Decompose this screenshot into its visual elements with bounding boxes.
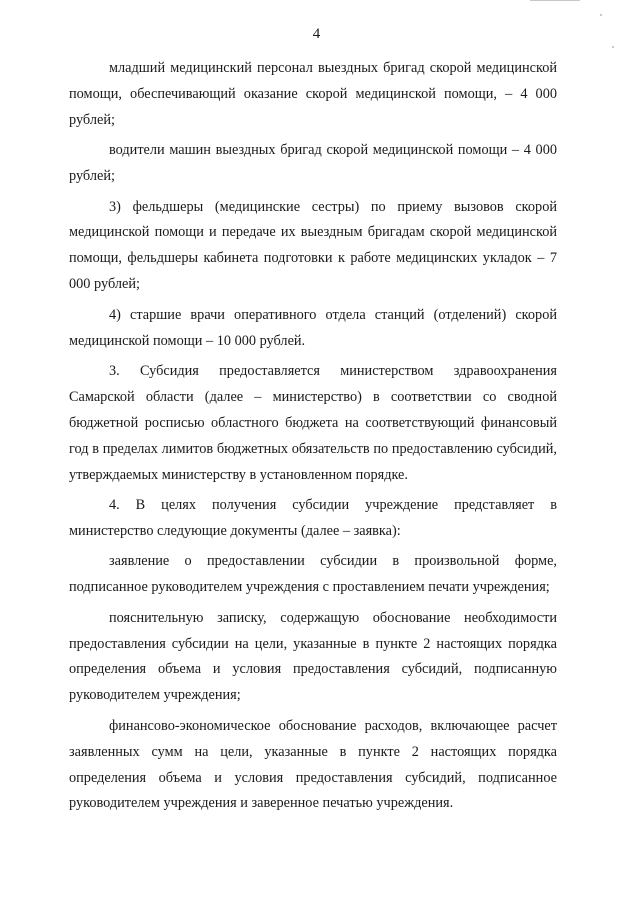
paragraph-6: 4. В целях получения субсидии учреждение представляет в министерство следующие документы (далее – заявка): (69, 497, 557, 539)
paragraph-4: 4) старшие врачи оперативного отдела станций (отделений) скорой медицинской помощи – 10 000 рублей. (69, 306, 557, 349)
paragraph-3: 3) фельдшеры (медицинские сестры) по приему вызовов скорой медицинской помощи и передаче их выездным бригадам скорой медицинской помощи, фельдшеры кабинета подготовки к работе медицинских укладок – 7 000 рублей; (69, 198, 557, 293)
paragraph-7: заявление о предоставлении субсидии в произвольной форме, подписанное руководителем учреждения с проставлением печати учреждения; (69, 553, 557, 596)
page-number: 4 (312, 26, 321, 42)
scan-mark-right-1 (600, 14, 602, 16)
paragraph-2: водители машин выездных бригад скорой медицинской помощи – 4 000 рублей; (69, 142, 557, 185)
paragraph-9: финансово-экономическое обоснование расходов, включающее расчет заявленных сумм на цели, указанные в пункте 2 настоящих порядка определения объема и условия предоставления субсидий, подписанное руководителем учреждения и заверенное печатью учреждения. (69, 717, 557, 812)
paragraph-5: 3. Субсидия предоставляется министерством здравоохранения Самарской области (далее – министерство) в соответствии со сводной бюджетной росписью областного бюджета на соответствующий финансовый год в пределах лимитов бюджетных обязательств по предоставлению субсидий, утверждаемых министерству в установленном порядке. (69, 362, 557, 483)
paragraph-8: пояснительную записку, содержащую обоснование необходимости предоставления субсидии на цели, указанные в пункте 2 настоящих порядка определения объема и условия предоставления субсидий, подписанную руководителем учреждения; (69, 609, 557, 704)
paragraph-1: младший медицинский персонал выездных бригад скорой медицинской помощи, обеспечивающий оказание скорой медицинской помощи, – 4 000 рублей; (69, 60, 557, 128)
document-body (69, 56, 557, 822)
scan-mark-right-2 (612, 46, 614, 48)
scan-mark-top-right (530, 0, 580, 1)
